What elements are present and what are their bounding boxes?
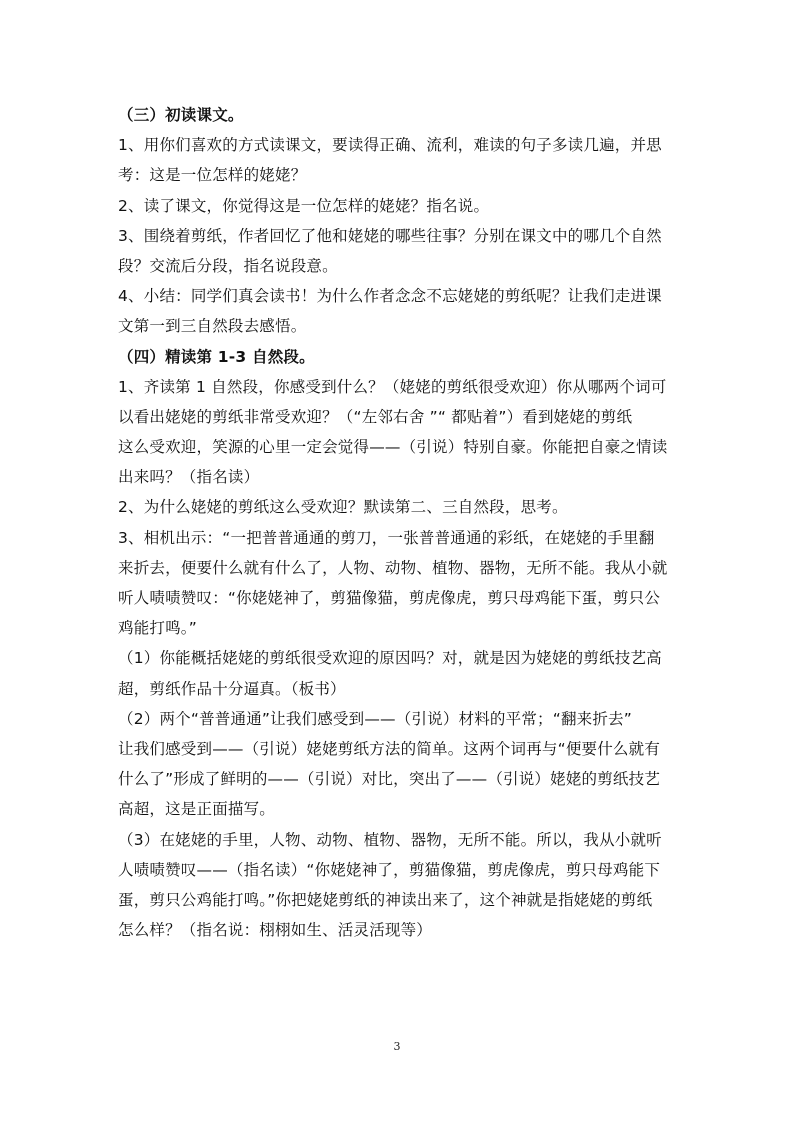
text-line: 听人啧啧赞叹：“你姥姥神了，剪猫像猫，剪虎像虎，剪只母鸡能下蛋，剪只公 <box>118 589 661 607</box>
text-line: 怎么样？（指名说：栩栩如生、活灵活现等） <box>118 921 433 940</box>
section-heading: （四）精读第 1-3 自然段。 <box>118 347 315 366</box>
text-line: 考：这是一位怎样的姥姥？ <box>118 166 307 185</box>
text-line: 高超，这是正面描写。 <box>118 800 276 819</box>
text-line: 文第一到三自然段去感悟。 <box>118 317 307 336</box>
text-line: 3、围绕着剪纸，作者回忆了他和姥姥的哪些往事？分别在课文中的哪几个自然 <box>118 226 662 245</box>
text-line: 2、为什么姥姥的剪纸这么受欢迎？默读第二、三自然段，思考。 <box>118 498 568 517</box>
text-line: 1、用你们喜欢的方式读课文，要读得正确、流利，难读的句子多读几遍，并思 <box>118 136 662 155</box>
text-line: （1）你能概括姥姥的剪纸很受欢迎的原因吗？对，就是因为姥姥的剪纸技艺高 <box>118 649 662 668</box>
document-body <box>118 100 683 945</box>
text-line: 超，剪纸作品十分逼真。（板书） <box>118 679 346 698</box>
text-line: 什么了”形成了鲜明的——（引说）对比，突出了——（引说）姥姥的剪纸技艺 <box>118 770 661 789</box>
text-line: 段？交流后分段，指名说段意。 <box>118 256 338 275</box>
page-number: 3 <box>393 1040 401 1053</box>
text-line: 鸡能打鸣。” <box>118 619 197 638</box>
text-line: 出来吗？（指名读） <box>118 468 260 487</box>
text-line: 这么受欢迎，笑源的心里一定会觉得——（引说）特别自豪。你能把自豪之情读 <box>118 438 668 457</box>
text-line: 1、齐读第 1 自然段，你感受到什么？（姥姥的剪纸很受欢迎）你从哪两个词可 <box>118 377 667 396</box>
text-line: （3）在姥姥的手里，人物、动物、植物、器物，无所不能。所以，我从小就听 <box>118 830 662 849</box>
text-line: 让我们感受到——（引说）姥姥剪纸方法的简单。这两个词再与“便要什么就有 <box>118 739 661 758</box>
text-line: 人啧啧赞叹——（指名读）“你姥姥神了，剪猫像猫，剪虎像虎，剪只母鸡能下 <box>118 860 661 879</box>
text-line: 2、读了课文，你觉得这是一位怎样的姥姥？指名说。 <box>118 196 490 215</box>
text-line: 以看出姥姥的剪纸非常受欢迎？（“左邻右舍 ”“ 都贴着”）看到姥姥的剪纸 <box>118 407 633 426</box>
text-line: （2）两个“普普通通”让我们感受到——（引说）材料的平常；“翻来折去” <box>118 709 632 728</box>
text-line: 3、相机出示：“一把普普通通的剪刀，一张普普通通的彩纸，在姥姥的手里翻 <box>118 528 655 547</box>
text-line: 蛋，剪只公鸡能打鸣。”你把姥姥剪纸的神读出来了，这个神就是指姥姥的剪纸 <box>118 890 653 909</box>
text-line: 4、小结：同学们真会读书！为什么作者念念不忘姥姥的剪纸呢？让我们走进课 <box>118 287 662 306</box>
section-heading: （三）初读课文。 <box>118 106 244 124</box>
text-line: 来折去，便要什么就有什么了，人物、动物、植物、器物，无所不能。我从小就 <box>118 558 668 577</box>
